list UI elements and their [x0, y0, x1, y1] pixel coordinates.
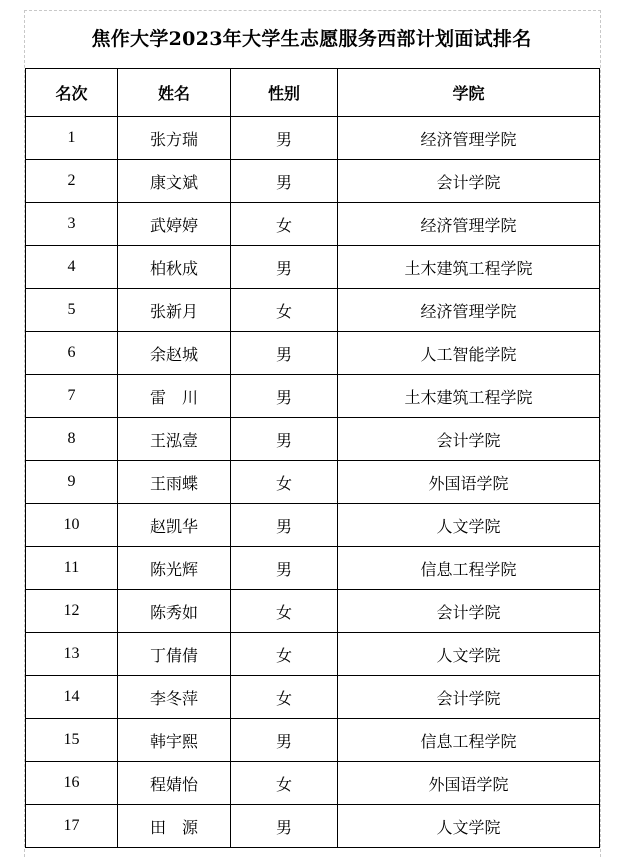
cell-college: 人文学院	[338, 633, 600, 676]
cell-college: 经济管理学院	[338, 117, 600, 160]
cell-gender: 女	[231, 590, 338, 633]
cell-college: 外国语学院	[338, 461, 600, 504]
ranking-table	[25, 68, 600, 848]
table-row	[26, 590, 600, 633]
cell-name: 田 源	[118, 805, 231, 848]
cell-gender: 男	[231, 504, 338, 547]
cell-gender: 男	[231, 332, 338, 375]
cell-gender: 男	[231, 160, 338, 203]
table-header-row	[26, 69, 600, 117]
table-row	[26, 547, 600, 590]
cell-gender: 女	[231, 762, 338, 805]
cell-college: 经济管理学院	[338, 203, 600, 246]
cell-rank: 12	[26, 590, 118, 633]
cell-rank: 7	[26, 375, 118, 418]
table-row	[26, 805, 600, 848]
cell-rank: 1	[26, 117, 118, 160]
table-row	[26, 332, 600, 375]
table-row	[26, 289, 600, 332]
cell-gender: 男	[231, 719, 338, 762]
header-name: 姓名	[118, 69, 231, 117]
cell-college: 会计学院	[338, 590, 600, 633]
cell-college: 会计学院	[338, 676, 600, 719]
cell-college: 经济管理学院	[338, 289, 600, 332]
cell-college: 外国语学院	[338, 762, 600, 805]
cell-college: 土木建筑工程学院	[338, 375, 600, 418]
cell-name: 张新月	[118, 289, 231, 332]
cell-rank: 14	[26, 676, 118, 719]
cell-gender: 女	[231, 461, 338, 504]
cell-college: 人文学院	[338, 805, 600, 848]
cell-rank: 11	[26, 547, 118, 590]
cell-name: 康文斌	[118, 160, 231, 203]
cell-gender: 男	[231, 117, 338, 160]
cell-name: 李冬萍	[118, 676, 231, 719]
cell-college: 人文学院	[338, 504, 600, 547]
cell-name: 张方瑞	[118, 117, 231, 160]
cell-name: 雷 川	[118, 375, 231, 418]
cell-gender: 女	[231, 633, 338, 676]
cell-rank: 6	[26, 332, 118, 375]
table-row	[26, 203, 600, 246]
cell-rank: 5	[26, 289, 118, 332]
cell-gender: 男	[231, 547, 338, 590]
header-college: 学院	[338, 69, 600, 117]
cell-college: 会计学院	[338, 160, 600, 203]
cell-gender: 男	[231, 375, 338, 418]
cell-name: 程婧怡	[118, 762, 231, 805]
cell-college: 土木建筑工程学院	[338, 246, 600, 289]
table-row	[26, 375, 600, 418]
cell-college: 信息工程学院	[338, 719, 600, 762]
cell-rank: 9	[26, 461, 118, 504]
cell-gender: 男	[231, 805, 338, 848]
cell-college: 人工智能学院	[338, 332, 600, 375]
cell-rank: 3	[26, 203, 118, 246]
cell-rank: 8	[26, 418, 118, 461]
table-row	[26, 504, 600, 547]
cell-gender: 男	[231, 246, 338, 289]
table-row	[26, 160, 600, 203]
cell-name: 武婷婷	[118, 203, 231, 246]
cell-college: 会计学院	[338, 418, 600, 461]
table-row	[26, 461, 600, 504]
cell-rank: 10	[26, 504, 118, 547]
cell-name: 陈光辉	[118, 547, 231, 590]
table-row	[26, 246, 600, 289]
cell-gender: 女	[231, 676, 338, 719]
cell-gender: 男	[231, 418, 338, 461]
table-row	[26, 117, 600, 160]
cell-name: 陈秀如	[118, 590, 231, 633]
cell-rank: 13	[26, 633, 118, 676]
cell-rank: 4	[26, 246, 118, 289]
cell-name: 余赵城	[118, 332, 231, 375]
header-rank: 名次	[26, 69, 118, 117]
table-row	[26, 762, 600, 805]
cell-name: 王泓壹	[118, 418, 231, 461]
cell-name: 丁倩倩	[118, 633, 231, 676]
document-title: 焦作大学2023年大学生志愿服务西部计划面试排名	[91, 28, 532, 50]
cell-name: 柏秋成	[118, 246, 231, 289]
table-row	[26, 418, 600, 461]
table-body	[26, 117, 600, 848]
table-row	[26, 719, 600, 762]
cell-name: 赵凯华	[118, 504, 231, 547]
cell-name: 王雨蝶	[118, 461, 231, 504]
cell-gender: 女	[231, 203, 338, 246]
cell-rank: 2	[26, 160, 118, 203]
cell-rank: 16	[26, 762, 118, 805]
cell-college: 信息工程学院	[338, 547, 600, 590]
table-row	[26, 633, 600, 676]
cell-rank: 17	[26, 805, 118, 848]
table-row	[26, 676, 600, 719]
header-gender: 性别	[231, 69, 338, 117]
cell-name: 韩宇熙	[118, 719, 231, 762]
cell-rank: 15	[26, 719, 118, 762]
cell-gender: 女	[231, 289, 338, 332]
